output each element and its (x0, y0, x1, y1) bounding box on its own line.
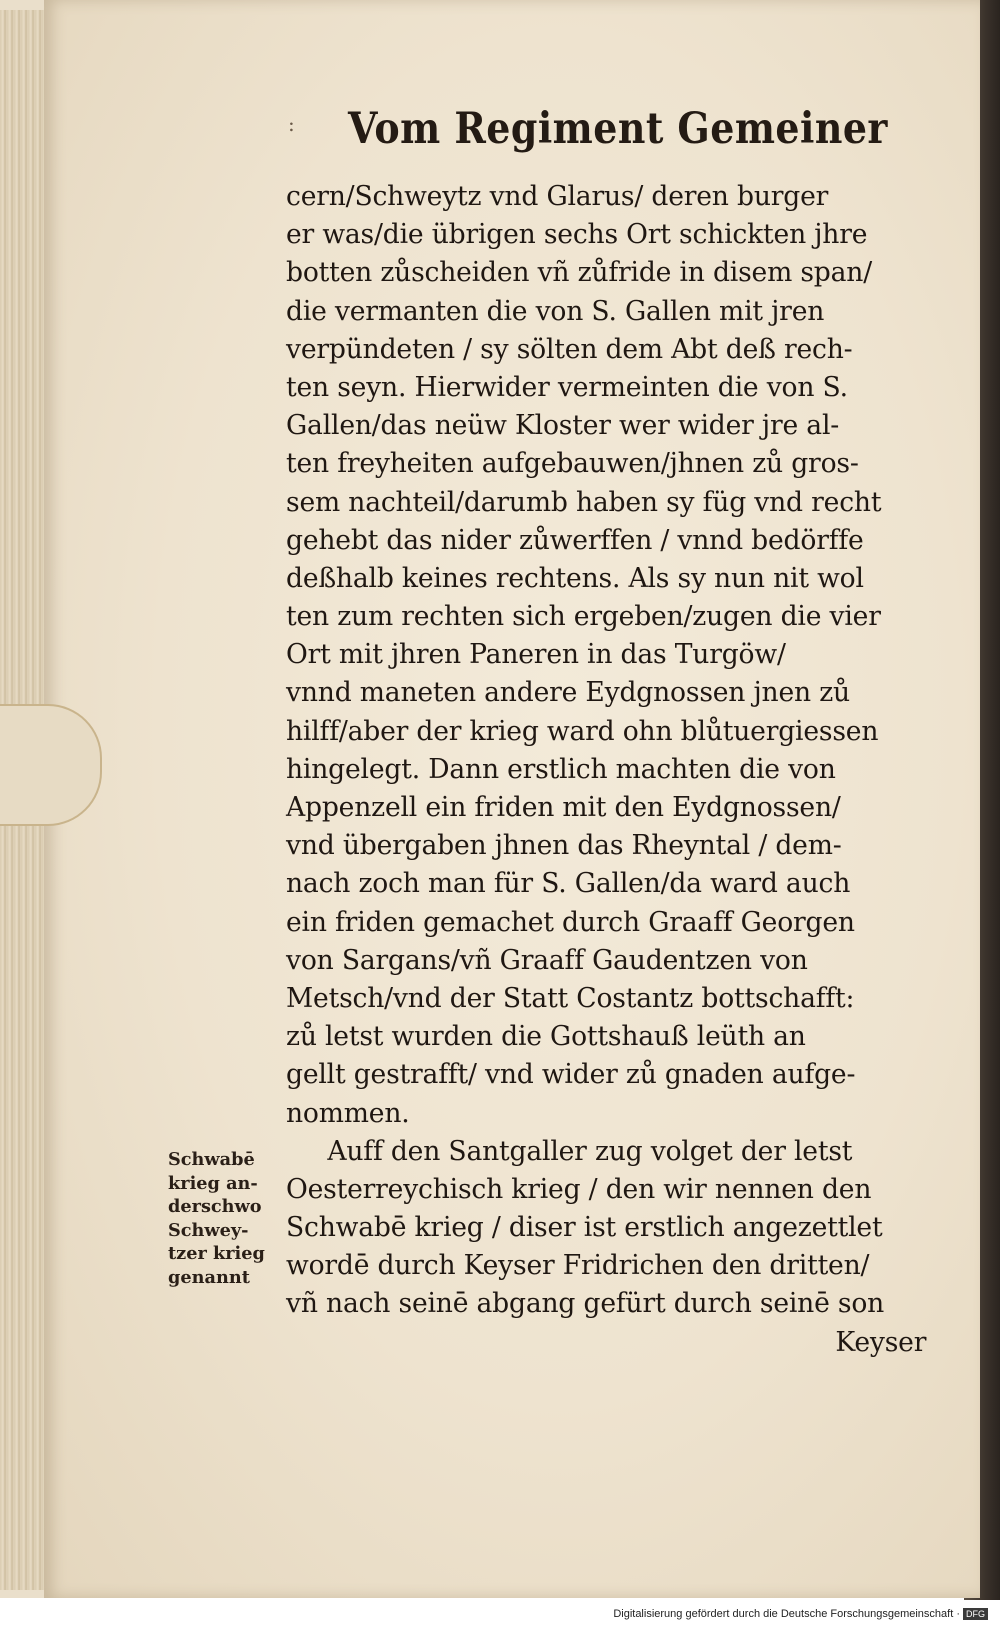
text-line: cern/Schweytz vnd Glarus/ deren burger (286, 181, 829, 212)
text-line: Gallen/das neüw Kloster wer wider jre al- (286, 410, 840, 442)
body-text (286, 178, 946, 1362)
text-line: Oesterreychisch krieg / den wir nennen den (286, 1173, 872, 1205)
text-line: ein friden gemachet durch Graaff Georgen (286, 906, 855, 938)
text-line: vñ nach seinē abgang gefürt durch seinē son (286, 1288, 885, 1320)
margin-note-line: derschwo (168, 1196, 262, 1217)
paragraph-start-line: Auff den Santgaller zug volget der letst (327, 1135, 853, 1167)
book-clasp-tab (0, 704, 102, 826)
text-line: wordē durch Keyser Fridrichen den dritten/ (286, 1250, 870, 1282)
margin-note-line: Schwabē (168, 1149, 255, 1170)
text-line: ten zum rechten sich ergeben/zugen die vier (286, 601, 881, 633)
text-line: Appenzell ein friden mit den Eydgnossen/ (286, 792, 841, 823)
catchword: Keyser (835, 1326, 927, 1358)
text-line: die vermanten die von S. Gallen mit jren (286, 295, 825, 327)
text-line: von Sargans/vñ Graaff Gaudentzen von (286, 944, 808, 976)
dfg-logo: DFG (963, 1608, 988, 1620)
funding-text: Digitalisierung gefördert durch die Deutsche Forschungsgemeinschaft · (613, 1607, 960, 1620)
text-line: gehebt das nider zůwerffen / vnnd bedörffe (286, 524, 864, 556)
text-line: hingelegt. Dann erstlich machten die von (286, 753, 836, 785)
text-line: ten seyn. Hierwider vermeinten die von S. (286, 371, 848, 403)
text-line: sem nachteil/darumb haben sy füg vnd recht (286, 486, 882, 518)
margin-note (168, 1148, 288, 1289)
margin-note-line: tzer krieg (168, 1243, 265, 1264)
text-line: hilff/aber der krieg ward ohn blůtuergiessen (286, 715, 879, 747)
text-line: Schwabē krieg / diser ist erstlich angezettlet (286, 1212, 883, 1244)
margin-note-line: Schwey- (168, 1219, 249, 1241)
text-line: er was/die übrigen sechs Ort schickten jhre (286, 219, 868, 251)
funding-footer (613, 1608, 988, 1620)
text-line: deßhalb keines rechtens. Als sy nun nit wol (286, 562, 864, 594)
page-mark: : (288, 112, 295, 136)
margin-note-line: genannt (168, 1266, 250, 1288)
text-line: Ort mit jhren Paneren in das Turgöw/ (286, 639, 786, 671)
text-line: vnd übergaben jhnen das Rheyntal / dem- (286, 830, 842, 862)
text-line: nach zoch man für S. Gallen/da ward auch (286, 868, 851, 900)
text-line: verpündeten / sy sölten dem Abt deß rech- (286, 333, 853, 365)
text-line: vnnd maneten andere Eydgnossen jnen zů (286, 677, 850, 709)
text-line: zů letst wurden die Gottshauß leüth an (286, 1021, 806, 1053)
text-line: ten freyheiten aufgebauwen/jhnen zů gros- (286, 448, 859, 480)
text-line: Metsch/vnd der Statt Costantz bottschafft: (286, 982, 855, 1014)
text-line: nommen. (286, 1097, 410, 1129)
text-line: botten zůscheiden vñ zůfride in disem span/ (286, 257, 872, 289)
running-head: Vom Regiment Gemeiner (348, 104, 888, 154)
text-line: gellt gestrafft/ vnd wider zů gnaden aufge- (286, 1059, 856, 1091)
margin-note-line: krieg an- (168, 1172, 258, 1194)
